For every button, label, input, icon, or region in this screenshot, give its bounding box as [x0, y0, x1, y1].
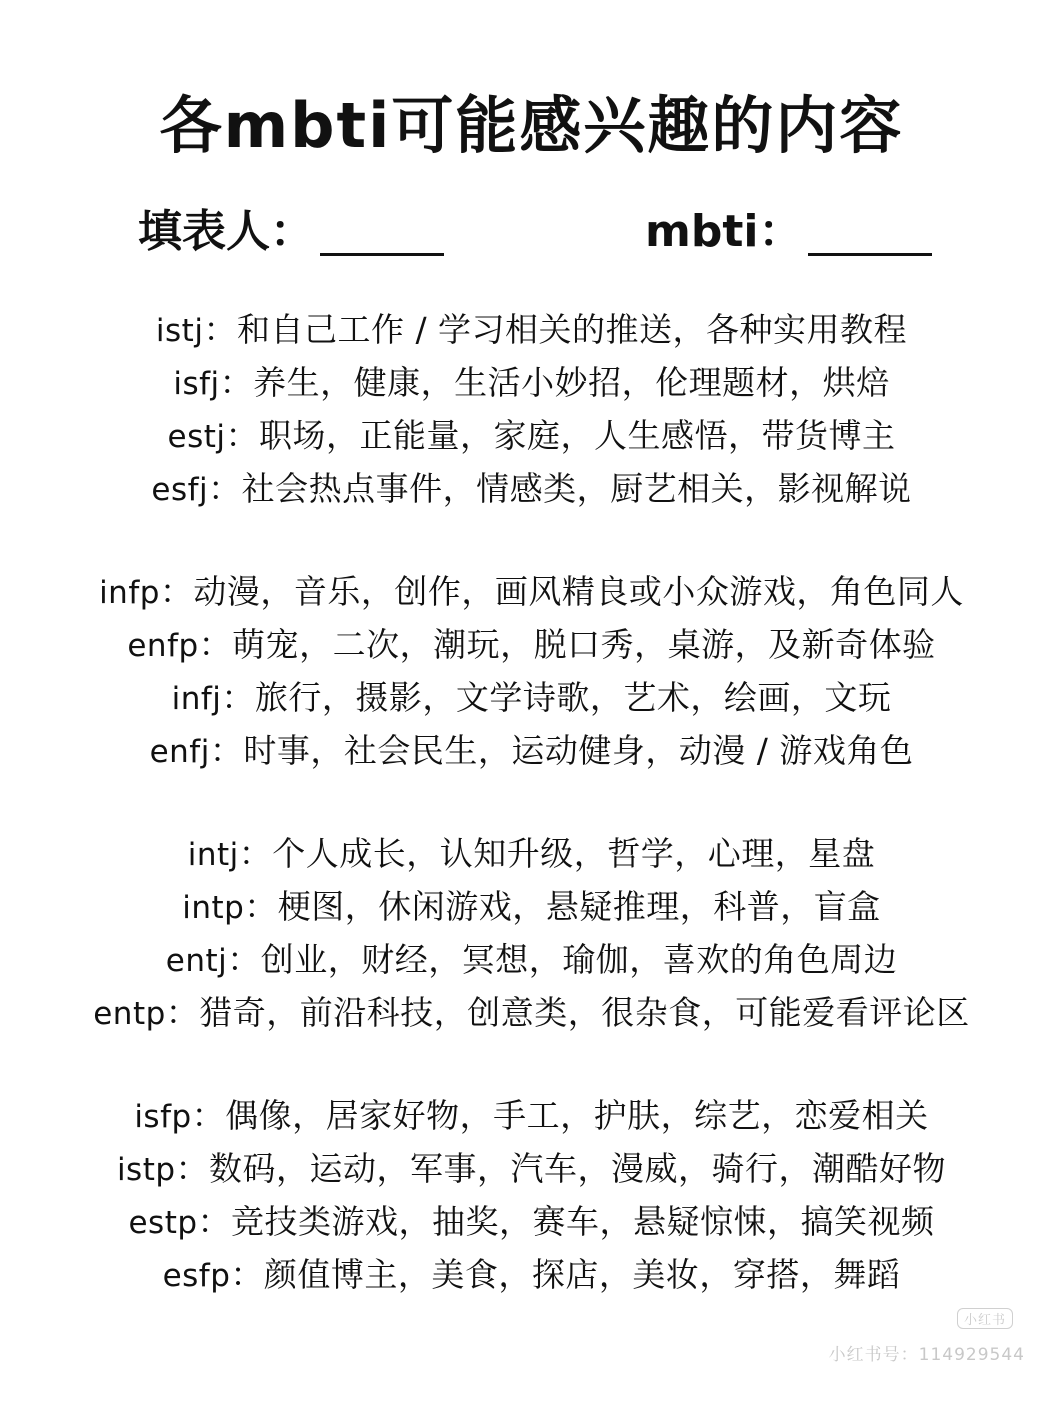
mbti-label: mbti： [645, 206, 803, 257]
interest-text: 和自己工作 / 学习相关的推送，各种实用教程 [236, 310, 908, 349]
entry-isfj [0, 357, 1063, 410]
type-label: enfj [149, 734, 210, 770]
mbti-interest-list [0, 304, 1063, 1352]
entry-entp [0, 987, 1063, 1040]
type-label: isfp [134, 1099, 192, 1135]
separator: ： [221, 678, 255, 717]
entry-intp [0, 881, 1063, 934]
separator: ： [219, 363, 254, 402]
interest-text: 时事，社会民生，运动健身，动漫 / 游戏角色 [243, 731, 914, 770]
separator: ： [159, 572, 194, 611]
separator: ： [198, 625, 233, 664]
entry-enfj [0, 725, 1063, 778]
type-label: infp [99, 575, 160, 611]
separator: ： [197, 1202, 232, 1241]
type-label: entj [165, 943, 228, 979]
separator: ： [244, 887, 278, 926]
watermark [828, 1313, 1025, 1365]
type-label: intj [187, 837, 239, 873]
interest-text: 社会热点事件，情感类，厨艺相关，影视解说 [241, 469, 912, 508]
interest-text: 数码，运动，军事，汽车，漫威，骑行，潮酷好物 [209, 1149, 947, 1188]
separator: ： [209, 731, 244, 770]
type-label: infj [171, 681, 222, 717]
entry-intj [0, 828, 1063, 881]
interest-text: 萌宠，二次，潮玩，脱口秀，桌游，及新奇体验 [232, 625, 936, 664]
interest-text: 个人成长，认知升级，哲学，心理，星盘 [272, 834, 876, 873]
separator: ： [191, 1096, 226, 1135]
interest-text: 猎奇，前沿科技，创意类，很杂食，可能爱看评论区 [199, 993, 970, 1032]
entry-infj [0, 672, 1063, 725]
type-label: estp [128, 1205, 198, 1241]
separator: ： [227, 940, 261, 979]
entry-istp [0, 1143, 1063, 1196]
entry-estj [0, 410, 1063, 463]
entry-esfj [0, 463, 1063, 516]
type-label: isfj [173, 366, 220, 402]
entry-istj [0, 304, 1063, 357]
type-label: entp [93, 996, 166, 1032]
interest-text: 偶像，居家好物，手工，护肤，综艺，恋爱相关 [225, 1096, 929, 1135]
separator: ： [208, 469, 242, 508]
type-label: istj [155, 313, 204, 349]
type-label: esfj [151, 472, 209, 508]
interest-text: 创业，财经，冥想，瑜伽，喜欢的角色周边 [260, 940, 898, 979]
type-label: esfp [162, 1258, 231, 1294]
filler-blank-line[interactable] [320, 253, 444, 256]
interest-text: 梗图，休闲游戏，悬疑推理，科普，盲盒 [277, 887, 881, 926]
entry-enfp [0, 619, 1063, 672]
watermark-text: 小红书号：114929544 [828, 1345, 1025, 1365]
type-label: enfp [127, 628, 199, 664]
interest-text: 旅行，摄影，文学诗歌，艺术，绘画，文玩 [254, 678, 892, 717]
form-fields [0, 200, 1063, 280]
separator: ： [230, 1255, 264, 1294]
section-4 [0, 1090, 1063, 1302]
interest-text: 养生，健康，生活小妙招，伦理题材，烘焙 [253, 363, 890, 402]
interest-text: 动漫，音乐，创作，画风精良或小众游戏，角色同人 [193, 572, 964, 611]
interest-text: 竞技类游戏，抽奖，赛车，悬疑惊悚，搞笑视频 [231, 1202, 935, 1241]
page-title: 各mbti可能感兴趣的内容 [159, 89, 904, 162]
mbti-blank-line[interactable] [808, 253, 932, 256]
separator: ： [175, 1149, 210, 1188]
entry-esfp [0, 1249, 1063, 1302]
separator: ： [203, 310, 237, 349]
mbti-field[interactable] [645, 200, 932, 264]
filler-field[interactable] [138, 200, 444, 264]
entry-infp [0, 566, 1063, 619]
type-label: istp [116, 1152, 176, 1188]
section-1 [0, 304, 1063, 516]
separator: ： [225, 416, 259, 455]
interest-text: 职场，正能量，家庭，人生感悟，带货博主 [259, 416, 896, 455]
section-3 [0, 828, 1063, 1040]
separator: ： [238, 834, 273, 873]
filler-label: 填表人： [138, 206, 314, 257]
section-2 [0, 566, 1063, 778]
entry-estp [0, 1196, 1063, 1249]
watermark-logo: 小红书 [957, 1308, 1013, 1329]
interest-text: 颜值博主，美食，探店，美妆，穿搭，舞蹈 [263, 1255, 901, 1294]
entry-isfp [0, 1090, 1063, 1143]
separator: ： [165, 993, 200, 1032]
entry-entj [0, 934, 1063, 987]
type-label: estj [167, 419, 226, 455]
type-label: intp [182, 890, 245, 926]
